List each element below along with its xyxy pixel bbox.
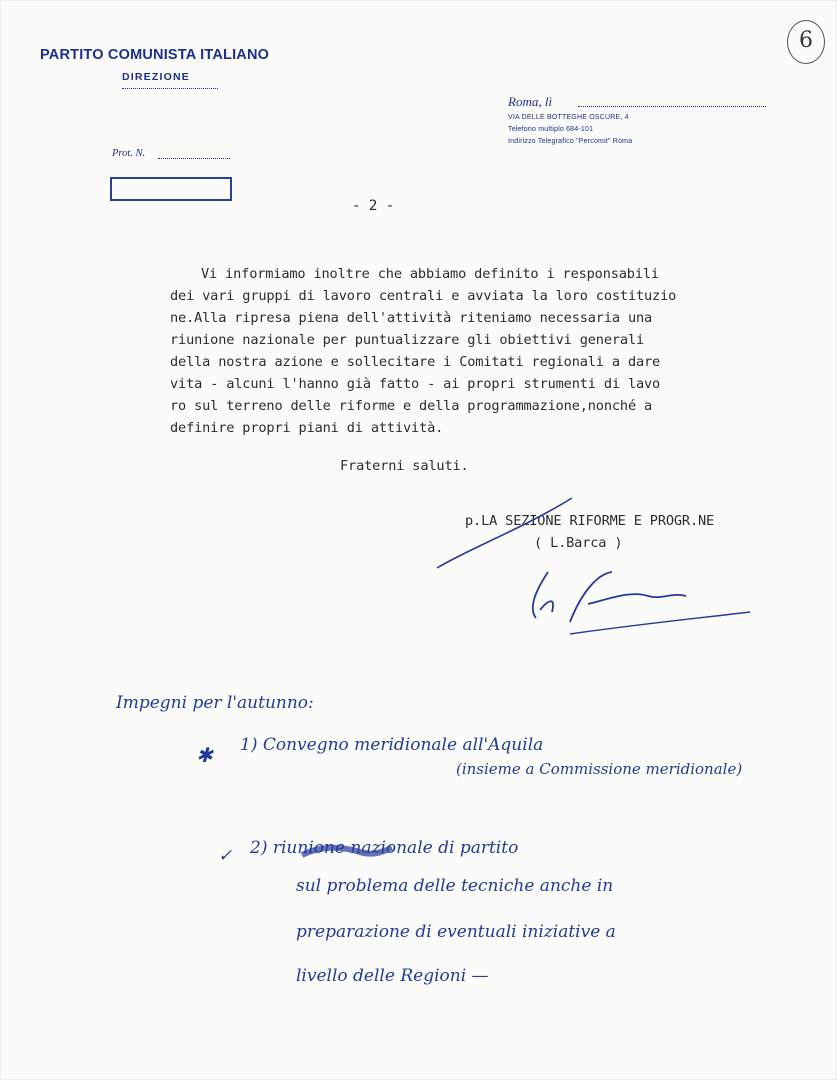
letterhead-party-name: PARTITO COMUNISTA ITALIANO xyxy=(40,47,270,63)
body-line: ne.Alla ripresa piena dell'attività riteniamo necessaria una xyxy=(170,310,653,326)
letterhead-office: DIREZIONE xyxy=(122,71,190,83)
signature-surname-stroke xyxy=(570,572,686,622)
note-2-line-3: preparazione di eventuali iniziative a xyxy=(296,922,616,942)
note-1-asterisk-icon: ✱ xyxy=(196,743,213,767)
signatory-section: p.LA SEZIONE RIFORME E PROGR.NE xyxy=(465,513,715,529)
letterhead-address: VIA DELLE BOTTEGHE OSCURE, 4 xyxy=(508,114,629,121)
note-2-check-icon: ✓ xyxy=(218,846,233,866)
closing-salutation: Fraterni saluti. xyxy=(340,458,469,474)
body-line: della nostra azione e sollecitare i Comitati regionali a dare xyxy=(170,354,661,370)
protocol-label: Prot. N. xyxy=(112,148,146,159)
body-line: vita - alcuni l'hanno già fatto - ai propri strumenti di lavo xyxy=(170,376,661,392)
signature-slash-stroke xyxy=(437,498,572,568)
page-marker: - 2 - xyxy=(352,198,395,214)
note-1-line-2: (insieme a Commissione meridionale) xyxy=(456,760,743,778)
note-1-line-1: 1) Convegno meridionale all'Aquila xyxy=(240,735,544,755)
signatory-name: ( L.Barca ) xyxy=(534,535,623,551)
notes-heading: Impegni per l'autunno: xyxy=(116,693,314,713)
note-2-line-2: sul problema delle tecniche anche in xyxy=(296,876,614,896)
body-line: Vi informiamo inoltre che abbiamo definito i responsabili xyxy=(201,266,659,282)
letterhead-telegraph: Indirizzo Telegrafico "Percomit" Roma xyxy=(508,138,633,145)
body-line: dei vari gruppi di lavoro centrali e avviata la loro costituzio xyxy=(170,288,677,304)
note-2-line-1: 2) riunione nazionale di partito xyxy=(250,838,519,858)
body-line: ro sul terreno delle riforme e della programmazione,nonché a xyxy=(170,398,653,414)
body-line: riunione nazionale per puntualizzare gli obiettivi generali xyxy=(170,332,645,348)
body-line: definire propri piani di attività. xyxy=(170,420,444,436)
archive-page-number: 6 xyxy=(787,20,825,64)
letterhead-phone: Telefono multiplo 684-101 xyxy=(508,126,594,133)
letterhead-city-label: Roma, lì xyxy=(508,94,553,109)
signature-initial-stroke xyxy=(533,572,553,618)
note-2-line-4: livello delle Regioni — xyxy=(296,966,489,986)
signature-underline xyxy=(570,612,750,634)
